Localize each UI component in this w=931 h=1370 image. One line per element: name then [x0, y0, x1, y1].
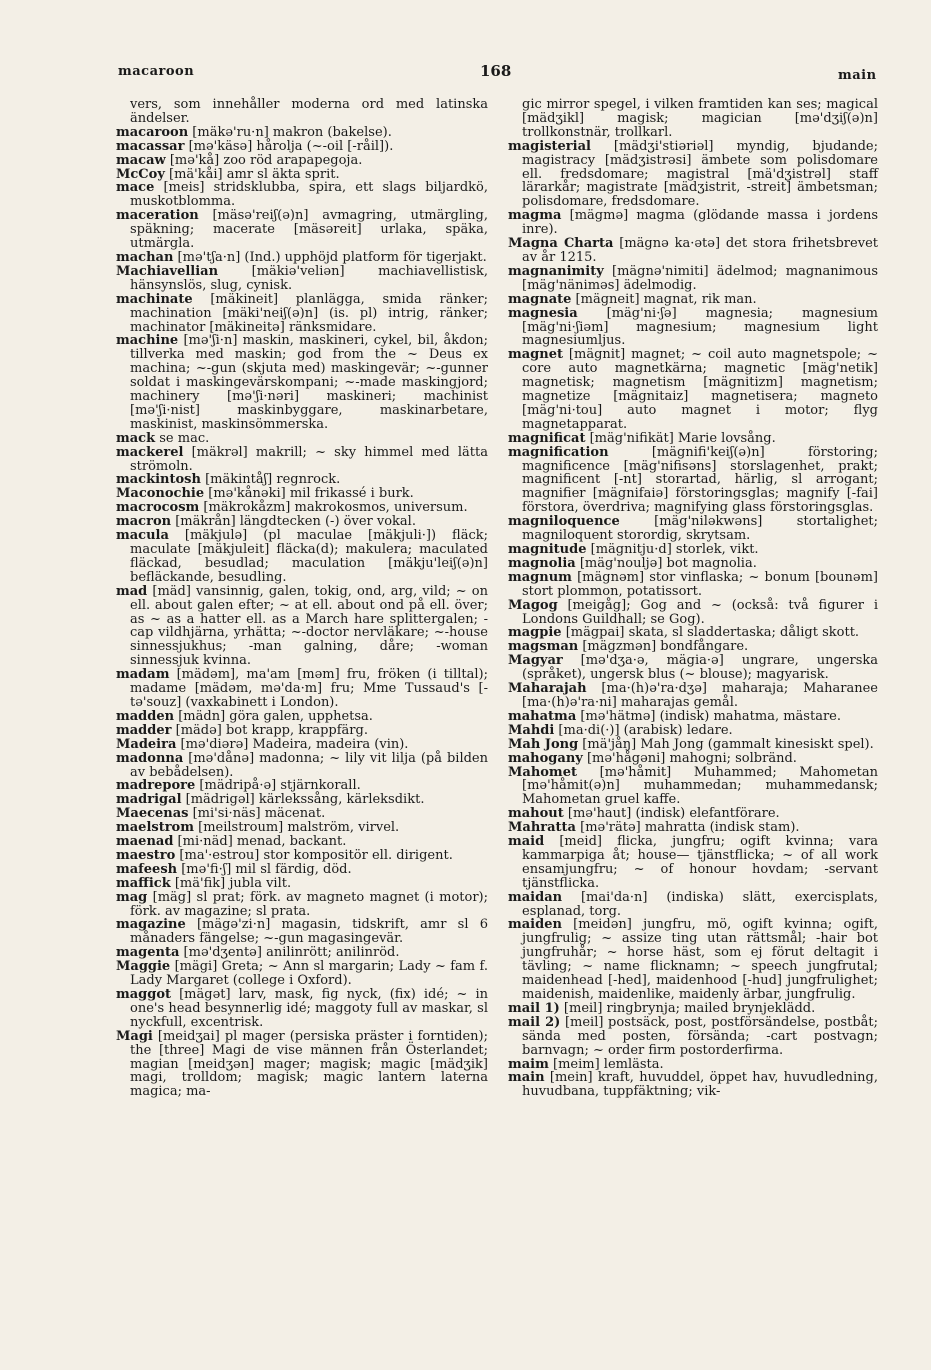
dictionary-entry — [508, 237, 878, 265]
entry-headword: madrigal — [116, 792, 182, 808]
entry-headword: magnate — [508, 291, 572, 307]
entry-headword: macrocosm — [116, 500, 200, 516]
entry-definition: [meil] ringbrynja; mailed brynjeklädd. — [559, 1000, 816, 1016]
entry-headword: macaroon — [116, 124, 189, 140]
entry-headword: Maconochie — [116, 486, 205, 502]
dictionary-entry — [116, 529, 488, 585]
entry-headword: mad — [116, 583, 148, 599]
entry-definition: [meilstroum] malström, virvel. — [194, 820, 400, 836]
entry-definition: [mädə] bot krapp, krappfärg. — [171, 722, 368, 738]
entry-definition: [mägmə] magma (glödande massa i jordens inre). — [522, 208, 878, 238]
entry-definition: [mägzmən] bondfångare. — [578, 639, 749, 655]
entry-headword: magsman — [508, 639, 579, 655]
entry-definition: [mə'dånə] madonna; ~ lily vit lilja (på bilden av bebådelsen). — [130, 750, 488, 780]
entry-definition: [mai'da·n] (indiska) slätt, exercisplats, esplanad, torg. — [522, 889, 878, 919]
dictionary-entry — [508, 710, 878, 724]
entry-definition: [mädʒi'stiəriəl] myndig, bjudande; magistracy [mädʒistrəsi] ämbete som polisdomare ell. fredsdomare; magistral [mä'dʒistrəl] staff lärarkår; magistrate [mädʒistrit, -streit] ämbetsman; polisdomare, fredsdomare. — [522, 138, 878, 210]
entry-definition: [mäkrəl] makrill; ~ sky himmel med lätta strömoln. — [130, 444, 488, 474]
entry-continuation: vers, som innehåller moderna ord med latinska ändelser. — [130, 97, 488, 126]
entry-definition: [mə'diərə] Madeira, madeira (vin). — [176, 736, 409, 752]
entry-definition: [mädəm], ma'am [məm] fru, fröken (i tilltal); madame [mädəm, mə'da·m] fru; Mme Tussaud's [-tə'souz] (vaxkabinett i London). — [130, 667, 488, 710]
entry-definition: [mə'kå] zoo röd arapapegoja. — [165, 152, 363, 168]
entry-headword: Magna Charta — [508, 236, 614, 252]
entry-headword: magenta — [116, 945, 180, 961]
dictionary-entry — [116, 446, 488, 474]
dictionary-entry — [116, 126, 488, 140]
entry-definition: [ma·(h)ə'ra·dʒə] maharaja; Maharanee [ma·(h)ə'ra·ni] maharajas gemål. — [522, 681, 878, 710]
entry-headword: mahatma — [508, 708, 577, 724]
entry-definition: [mäkjulə] (pl maculae [mäkjuli·]) fläck; maculate [mäkjuleit] fläcka(d); makulera; maculated fläckad, besudlad; maculation [mäkju'leiʃ(ə)n] befläckande, besudling. — [130, 528, 488, 585]
entry-headword: main — [508, 1070, 545, 1086]
right-column — [508, 98, 878, 1099]
entry-definition: [mägnə'nimiti] ädelmod; magnanimous [mäg'näniməs] ädelmodig. — [522, 263, 878, 293]
dictionary-entry — [116, 724, 488, 738]
entry-headword: magnanimity — [508, 263, 604, 279]
entry-definition: [mädripå·ə] stjärnkorall. — [195, 778, 361, 794]
entry-headword: mail 2) — [508, 1014, 561, 1030]
dictionary-entry — [116, 821, 488, 835]
dictionary-entry — [116, 752, 488, 780]
entry-definition: [mägi] Greta; ~ Ann sl margarin; Lady ~ fam f. Lady Margaret (college i Oxford). — [130, 959, 488, 989]
entry-definition: [mə'tʃa·n] (Ind.) upphöjd platform för tigerjakt. — [173, 249, 487, 265]
dictionary-entry — [116, 891, 488, 919]
entry-headword: magazine — [116, 917, 186, 933]
entry-definition: [mäg'nifikät] Marie lovsång. — [585, 430, 776, 446]
dictionary-entry — [116, 334, 488, 431]
entry-continuation: gic mirror spegel, i vilken framtiden kan ses; magical [mädʒikl] magisk; magician [mə'dʒiʃ(ə)n] trollkonstnär, trollkarl. — [522, 97, 878, 140]
dictionary-entry — [116, 432, 488, 446]
dictionary-entry — [116, 1030, 488, 1100]
entry-headword: mace — [116, 180, 155, 196]
entry-definition: [mädrigəl] kärlekssång, kärleksdikt. — [181, 792, 425, 808]
entry-definition: [mägə'zi·n] magasin, tidskrift, amr sl 6 månaders fängelse; ~-gun magasingevär. — [130, 917, 488, 947]
entry-headword: Mah Jong — [508, 736, 579, 752]
entry-headword: magnum — [508, 569, 572, 585]
entry-headword: Magog — [508, 597, 558, 613]
dictionary-entry — [508, 432, 878, 446]
entry-headword: Maecenas — [116, 806, 189, 822]
dictionary-entry — [508, 821, 878, 835]
dictionary-entry — [116, 918, 488, 946]
entry-definition: [mäkintåʃ] regnrock. — [200, 472, 341, 488]
entry-headword: magnet — [508, 347, 563, 363]
entry-definition: [mäsə'reiʃ(ə)n] avmagring, utmärgling, späkning; macerate [mäsəreit] urlaka, späka, utmärgla. — [130, 208, 488, 252]
entry-definition: [mä'fik] jubla vilt. — [170, 875, 292, 891]
entry-headword: madrepore — [116, 778, 196, 794]
entry-definition: [meigåg]; Gog and ~ (också: två figurer i Londons Guildhall; se Gog). — [522, 597, 878, 627]
entry-headword: maceration — [116, 208, 199, 224]
entry-definition: [mägpai] skata, sl sladdertaska; dåligt skott. — [561, 625, 860, 641]
dictionary-entry — [116, 668, 488, 710]
left-column — [116, 98, 488, 1099]
entry-definition: [meim] lemlästa. — [548, 1056, 664, 1072]
entry-definition: [mägnə ka·ətə] det stora frihetsbrevet av år 1215. — [522, 236, 878, 265]
dictionary-entry — [508, 1071, 878, 1099]
entry-definition: [mäkiə'veliən] machiavellistisk, hänsynslös, slug, cynisk. — [130, 263, 488, 293]
dictionary-entry — [116, 265, 488, 293]
dictionary-entry — [508, 515, 878, 543]
entry-definition: [mädn] göra galen, upphetsa. — [174, 708, 373, 724]
entry-headword: Maggie — [116, 959, 171, 975]
entry-headword: mackerel — [116, 444, 184, 460]
entry-definition: [mäg] sl prat; förk. av magneto magnet (i motor); förk. av magazine; sl prata. — [130, 889, 488, 919]
entry-definition: [mä'jåŋ] Mah Jong (gammalt kinesiskt spel). — [578, 736, 874, 752]
dictionary-entry — [508, 724, 878, 738]
entry-definition: [mə'ʃi·n] maskin, maskineri, cykel, bil, åkdon; tillverka med maskin; god from the ~ Deus ex machina; ~-gun (skjuta med) maskingevär; ~-gunner soldat i maskingevärskompani; ~-made maskingjord; machinery [mə'ʃi·nəri] maskineri; machinist [mə'ʃi·nist] maskinbyggare, maskinarbetare, maskinist, maskinsömmerska. — [130, 333, 488, 432]
entry-headword: mail 1) — [508, 1000, 560, 1016]
dictionary-entry — [508, 265, 878, 293]
entry-definition: [mə'rätə] mahratta (indisk stam). — [575, 820, 800, 836]
entry-headword: magnolia — [508, 555, 576, 571]
entry-headword: maestro — [116, 847, 176, 863]
entry-headword: maffick — [116, 875, 171, 891]
dictionary-entry — [508, 571, 878, 599]
entry-definition: [mäg'niləkwəns] stortalighet; magniloquent storordig, skrytsam. — [522, 514, 878, 544]
entry-headword: maiden — [508, 917, 562, 933]
dictionary-entry — [116, 168, 488, 182]
entry-headword: mackintosh — [116, 472, 201, 488]
entry-headword: macula — [116, 528, 169, 544]
dictionary-entry — [508, 209, 878, 237]
entry-headword: maidan — [508, 889, 563, 905]
page-number: 168 — [480, 62, 512, 80]
entry-headword: maggot — [116, 987, 172, 1002]
entry-definition: [mi'si·näs] mäcenat. — [188, 806, 326, 822]
dictionary-entry — [116, 835, 488, 849]
entry-definition: [mäkineit] planlägga, smida ränker; machination [mäki'neiʃ(ə)n] (is. pl) intrig, ränker; machinator [mäkineitə] ränksmidare. — [130, 291, 488, 335]
entry-definition: [ma'·estrou] stor kompositör ell. dirigent. — [175, 847, 453, 863]
entry-headword: Machiavellian — [116, 263, 219, 279]
entry-headword: maelstrom — [116, 820, 194, 836]
dictionary-entry — [116, 585, 488, 668]
entry-headword: madonna — [116, 750, 184, 766]
entry-headword: Mahomet — [508, 764, 577, 780]
dictionary-entry — [508, 293, 878, 307]
entry-definition: [mägnifi'keiʃ(ə)n] förstoring; magnificence [mäg'nifisəns] storslagenhet, prakt; magnificent [-nt] storartad, härlig, sl arrogant; magnifier [mägnifaiə] förstoringsglas; magnify [-fai] förstora, överdriva; magnifying glass förstoringsglas. — [522, 444, 878, 516]
entry-definition: [mägnəm] stor vinflaska; ~ bonum [bounəm] stort plommon, potatissort. — [522, 569, 878, 599]
dictionary-entry — [508, 918, 878, 1001]
entry-definition: [mə'käsə] hårolja (~-oil [-råil]). — [184, 138, 394, 154]
entry-headword: madder — [116, 722, 172, 738]
entry-headword: macaw — [116, 152, 166, 168]
dictionary-entry — [508, 654, 878, 682]
dictionary-entry — [116, 946, 488, 960]
dictionary-entry — [508, 599, 878, 627]
entry-definition: [meidən] jungfru, mö, ogift kvinna; ogift, jungfrulig; ~ assize ting utan rättsmål; -hair bot jungfruhår; ~ horse häst, som ej förut deltagit i tävling; ~ name flicknamn; ~ speech jungfrutal; maidenhead [-hed], maidenhood [-hud] jungfrulighet; maidenish, maidenlike, maidenly ärbar, jungfrulig. — [522, 917, 878, 1002]
entry-definition: [meil] postsäck, post, postförsändelse, postbåt; sända med posten, försända; -cart postvagn; barnvagn; ~ order firm postorderfirma. — [522, 1014, 879, 1058]
entry-definition: [meidʒai] pl mager (persiska präster i forntiden); the [three] Magi de vise männen från Österlandet; magian [meidʒən] mager; magisk; magic [mädʒik] magi, trolldom; magisk; magic lantern laterna magica; ma- — [130, 1028, 488, 1100]
entry-definition: [mäd] vansinnig, galen, tokig, ond, arg, vild; ~ on ell. about galen efter; ~ at ell. about ond på ell. över; as ~ as a hatter ell. as a March hare splittergalen; -cap vildhjärna, yrhätta; ~-doctor nervläkare; ~-house sinnessjukhus; -man galning, dåre; -woman sinnessjuk kvinna. — [130, 583, 488, 669]
dictionary-entry — [508, 348, 878, 431]
dictionary-entry — [508, 807, 878, 821]
entry-headword: magnitude — [508, 542, 587, 557]
entry-definition: [mi·näd] menad, backant. — [173, 834, 347, 850]
entry-definition: [mägət] larv, mask, fig nyck, (fix) idé; ~ in one's head besynnerlig idé; maggoty full av maskar, sl nyckfull, excentrisk. — [130, 987, 488, 1030]
entry-headword: Magyar — [508, 653, 563, 669]
entry-definition: se mac. — [155, 430, 210, 446]
entry-definition: [mäkrokåzm] makrokosmos, universum. — [199, 500, 468, 516]
entry-headword: magpie — [508, 625, 562, 641]
entry-headword: Mahdi — [508, 722, 555, 738]
entry-definition: [mə'haut] (indisk) elefantförare. — [563, 806, 780, 822]
dictionary-entry — [508, 891, 878, 919]
dictionary-entry — [508, 835, 878, 891]
entry-headword: Mahratta — [508, 820, 576, 836]
dictionary-entry — [508, 557, 878, 571]
dictionary-entry — [508, 446, 878, 516]
entry-headword: mahout — [508, 806, 564, 822]
dictionary-entry — [116, 877, 488, 891]
entry-headword: maid — [508, 834, 545, 850]
entry-definition: [mägnit] magnet; ~ coil auto magnetspole; ~ core auto magnetkärna; magnetic [mäg'netik] magnetisk; magnetism [mägnitizm] magnetism; magnetize [mägnitaiz] magnetisera; magneto [mäg'ni·tou] auto magnet i motor; flyg magnetapparat. — [522, 347, 878, 432]
entry-definition: [mägnitju·d] storlek, vikt. — [586, 542, 759, 557]
entry-headword: magma — [508, 208, 562, 224]
entry-headword: maim — [508, 1056, 549, 1072]
dictionary-entry — [508, 307, 878, 349]
entry-definition: [mä'kåi] amr sl äkta sprit. — [164, 166, 340, 182]
entry-definition: [mägneit] magnat, rik man. — [571, 291, 757, 307]
entry-headword: mack — [116, 430, 156, 446]
dictionary-entry — [508, 682, 878, 710]
dictionary-entry — [116, 988, 488, 1030]
entry-headword: mahogany — [508, 750, 583, 766]
dictionary-entry — [116, 140, 488, 154]
entry-definition: [mə'dʒentə] anilinrött; anilinröd. — [179, 945, 400, 961]
entry-definition: [mə'håmit] Muhammed; Mahometan [mə'håmit(ə)n] muhammedan; muhammedansk; Mahometan gruel kaffe. — [522, 764, 878, 808]
dictionary-entry — [508, 1058, 878, 1072]
dictionary-entry — [508, 140, 878, 210]
dictionary-entry — [508, 766, 878, 808]
dictionary-entry — [508, 738, 878, 752]
dictionary-entry — [116, 209, 488, 251]
running-head-left: macaroon — [118, 64, 195, 79]
dictionary-entry — [116, 181, 488, 209]
dictionary-entry — [116, 154, 488, 168]
entry-definition: [mäg'ni·ʃə] magnesia; magnesium [mäg'ni·ʃiəm] magnesium; magnesium light magnesiumljus. — [522, 305, 878, 349]
entry-headword: magniloquence — [508, 514, 620, 530]
entry-definition: [mäkə'ru·n] makron (bakelse). — [188, 124, 392, 140]
entry-definition: [meis] stridsklubba, spira, ett slags biljardkö, muskotblomma. — [130, 180, 488, 210]
entry-headword: macron — [116, 514, 172, 530]
entry-headword: madden — [116, 708, 175, 724]
dictionary-entry — [116, 738, 488, 752]
entry-headword: Madeira — [116, 736, 177, 752]
entry-headword: madam — [116, 667, 170, 683]
dictionary-entry — [508, 1002, 878, 1016]
entry-headword: maenad — [116, 834, 174, 850]
dictionary-entry — [116, 960, 488, 988]
dictionary-entry — [116, 515, 488, 529]
dictionary-entry — [508, 640, 878, 654]
entry-headword: Magi — [116, 1028, 153, 1044]
entry-headword: mag — [116, 889, 148, 905]
entry-headword: magisterial — [508, 138, 591, 154]
entry-headword: machine — [116, 333, 179, 349]
dictionary-entry — [508, 543, 878, 557]
entry-headword: McCoy — [116, 166, 165, 182]
entry-definition: [mein] kraft, huvuddel, öppet hav, huvudledning, huvudbana, tuppfäktning; vik- — [522, 1070, 878, 1100]
entry-headword: machan — [116, 249, 174, 265]
entry-definition: [ma·di(·)] (arabisk) ledare. — [554, 722, 733, 738]
dictionary-entry — [116, 863, 488, 877]
dictionary-entry — [116, 251, 488, 265]
dictionary-entry — [116, 293, 488, 335]
dictionary-entry — [508, 752, 878, 766]
entry-definition: [meid] flicka, jungfru; ogift kvinna; vara kammarpiga åt; house— tjänstflicka; ~ of all work ensamjungfru; ~ of honour hovdam; -servant tjänstflicka. — [522, 834, 878, 891]
entry-headword: magnesia — [508, 305, 578, 321]
dictionary-entry — [116, 793, 488, 807]
entry-definition: [mə'hågəni] mahogni; solbränd. — [582, 750, 797, 766]
running-head-right: main — [838, 68, 877, 83]
dictionary-entry — [116, 849, 488, 863]
entry-definition: [mäkrån] längdtecken (-) över vokal. — [171, 514, 416, 530]
entry-definition: [mə'kånəki] mil frikassé i burk. — [204, 486, 414, 502]
entry-headword: magnification — [508, 444, 609, 460]
entry-definition: [mə'dʒa·ə, mägia·ə] ungrare, ungerska (språket), ungersk blus (~ blouse); magyarisk. — [522, 653, 878, 683]
entry-definition: [mə'fi·ʃ] mil sl färdig, död. — [177, 861, 352, 877]
dictionary-entry — [116, 710, 488, 724]
entry-headword: macassar — [116, 138, 185, 154]
entry-headword: magnificat — [508, 430, 586, 446]
dictionary-entry — [116, 807, 488, 821]
entry-headword: machinate — [116, 291, 193, 307]
entry-definition: [mäg'nouljə] bot magnolia. — [575, 555, 757, 571]
dictionary-entry — [508, 1016, 878, 1058]
entry-headword: Maharajah — [508, 681, 587, 697]
entry-definition: [mə'hätmə] (indisk) mahatma, mästare. — [576, 708, 841, 724]
entry-headword: mafeesh — [116, 861, 178, 877]
